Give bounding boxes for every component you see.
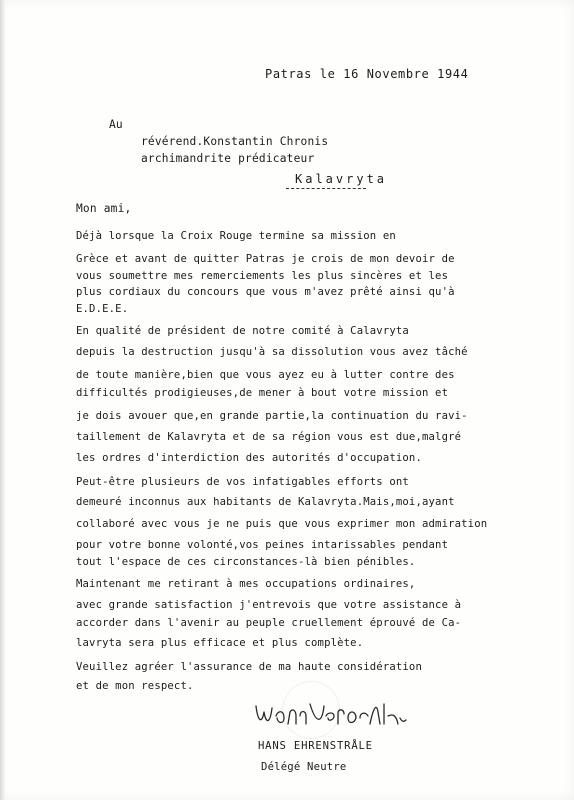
signer-title: Délégé Neutre xyxy=(261,761,347,773)
body-line: Grèce et avant de quitter Patras je crois de mon devoir de xyxy=(76,253,455,265)
address-line-2: révérend.Konstantin Chronis xyxy=(141,135,329,148)
body-line: Veuillez agréer l'assurance de ma haute considération xyxy=(76,661,422,673)
address-line-3: archimandrite prédicateur xyxy=(141,152,315,165)
body-line: taillement de Kalavryta et de sa région vous est due,malgré xyxy=(76,431,462,443)
body-line: En qualité de président de notre comité à Calavryta xyxy=(76,325,409,337)
body-line: depuis la destruction jusqu'à sa dissolution vous avez tâché xyxy=(76,346,468,358)
body-line: avec grande satisfaction j'entrevois que votre assistance à xyxy=(76,599,462,611)
signer-name: HANS EHRENSTRÅLE xyxy=(258,740,373,752)
address-line-1: Au xyxy=(109,118,123,131)
body-line: plus cordiaux du concours que vous m'avez prêté ainsi qu'à xyxy=(76,286,455,298)
handwritten-signature xyxy=(250,694,410,734)
body-line: demeuré inconnus aux habitants de Kalavryta.Mais,moi,ayant xyxy=(76,496,455,508)
salutation: Mon ami, xyxy=(76,202,132,215)
address-destination: Kalavryta xyxy=(295,172,388,186)
body-line: Déjà lorsque la Croix Rouge termine sa mission en xyxy=(76,230,396,242)
body-line: et de mon respect. xyxy=(76,680,194,692)
body-line: Peut-être plusieurs de vos infatigables efforts ont xyxy=(76,476,409,488)
page-edge xyxy=(0,0,6,800)
body-line: les ordres d'interdiction des autorités d'occupation. xyxy=(76,452,422,464)
body-line: tout l'espace de ces circonstances-là bien pénibles. xyxy=(76,556,416,568)
body-line: pour votre bonne volonté,vos peines intarissables pendant xyxy=(76,539,449,551)
letter-date: Patras le 16 Novembre 1944 xyxy=(265,67,469,81)
body-line: Maintenant me retirant à mes occupations ordinaires, xyxy=(76,578,416,590)
body-line: E.D.E.E. xyxy=(76,303,129,315)
body-line: difficultés prodigieuses,de mener à bout votre mission et xyxy=(76,387,449,399)
destination-underline xyxy=(286,188,366,189)
body-line: vous soumettre mes remerciements les plus sincères et les xyxy=(76,270,449,282)
body-line: lavryta sera plus efficace et plus complète. xyxy=(76,637,364,649)
body-line: collaboré avec vous je ne puis que vous exprimer mon admiration xyxy=(76,518,488,530)
body-line: accorder dans l'avenir au peuple cruellement éprouvé de Ca- xyxy=(76,617,462,629)
body-line: de toute manière,bien que vous ayez eu à lutter contre des xyxy=(76,369,455,381)
body-line: je dois avouer que,en grande partie,la continuation du ravi- xyxy=(76,410,468,422)
